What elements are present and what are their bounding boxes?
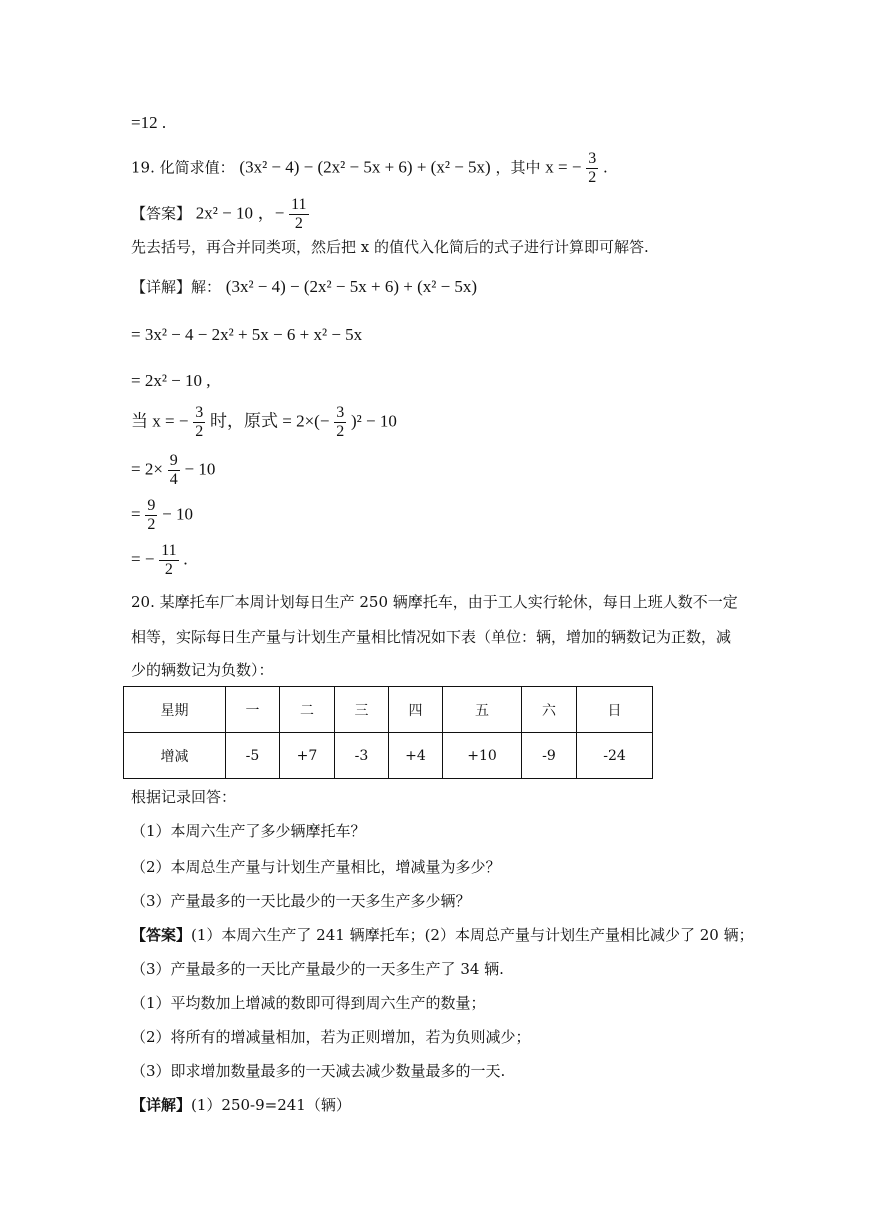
fraction-denominator: 2 [294, 215, 303, 232]
fraction-numerator: 11 [291, 196, 307, 213]
table-cell: +7 [280, 733, 335, 779]
table-row [124, 733, 653, 779]
table-cell: 三 [335, 687, 389, 733]
math-expression: 2x² − 10 [195, 203, 253, 223]
sub-question: （1）本周六生产了多少辆摩托车？ [131, 822, 366, 840]
text-span: 时，原式 = 2×(− [210, 411, 330, 431]
fraction-denominator: 2 [164, 561, 173, 578]
fraction-numerator: 9 [169, 452, 178, 469]
table-cell: -24 [577, 733, 653, 779]
text-span: = − [131, 549, 155, 569]
text-line: 根据记录回答： [131, 788, 237, 806]
text-span: = 2× [131, 459, 163, 479]
text-span: − 10 [162, 504, 193, 524]
fraction [145, 497, 157, 534]
text-span: ，− [257, 203, 285, 223]
fraction [586, 150, 598, 187]
table-cell: +4 [389, 733, 443, 779]
question-20-line: 20. 某摩托车厂本周计划每日生产 250 辆摩托车，由于工人实行轮休，每日上班人数不一定 [131, 593, 738, 611]
answer-line [131, 924, 754, 946]
detail-label: 【详解】解： [131, 278, 222, 296]
table-cell: 二 [280, 687, 335, 733]
fraction-denominator: 2 [195, 423, 204, 440]
fraction [193, 404, 205, 441]
text-span: ，其中 [495, 158, 541, 177]
question-label: 19. 化简求值： [131, 158, 235, 177]
answer-line: （3）产量最多的一天比产量最少的一天多生产了 34 辆. [131, 960, 504, 978]
table-cell: 日 [577, 687, 653, 733]
math-step: = 2x² − 10 , [131, 371, 211, 390]
sub-question: （2）本周总生产量与计划生产量相比，增减量为多少？ [131, 858, 501, 876]
fraction [334, 404, 346, 441]
sub-question: （3）产量最多的一天比最少的一天多生产多少辆？ [131, 892, 471, 910]
analysis-line: （2）将所有的增减量相加，若为正则增加，若为负则减少； [131, 1028, 531, 1046]
fraction [289, 196, 308, 233]
math-step [131, 497, 193, 534]
math-expression: (3x² − 4) − (2x² − 5x + 6) + (x² − 5x) [239, 157, 491, 177]
text-span: . [603, 158, 608, 177]
text-span: − 10 [184, 459, 216, 479]
answer-label: 【答案】 [131, 204, 192, 223]
text-span: = [131, 504, 141, 524]
math-step [131, 542, 188, 579]
analysis-line: （1）平均数加上增减的数即可得到周六生产的数量； [131, 994, 486, 1012]
data-table [123, 686, 653, 779]
table-cell: 六 [522, 687, 577, 733]
text-span: 当 x = − [131, 411, 189, 431]
fraction [159, 542, 178, 579]
table-cell: -5 [226, 733, 280, 779]
fraction-numerator: 9 [147, 497, 156, 514]
fraction-numerator: 3 [336, 404, 345, 421]
math-expression: x = − [545, 157, 582, 177]
method-line: 先去括号，再合并同类项，然后把 x 的值代入化简后的式子进行计算即可解答. [131, 238, 649, 256]
answer-text: (1）本周六生产了 241 辆摩托车；(2）本周总产量与计划生产量相比减少了 20 辆； [191, 926, 754, 944]
table-cell: 四 [389, 687, 443, 733]
question-19 [131, 150, 608, 187]
table-header-row [124, 687, 653, 733]
detail-line [131, 276, 477, 298]
question-20-line: 少的辆数记为负数）： [131, 661, 274, 679]
text-line: =12 . [131, 113, 167, 132]
answer-label: 【答案】 [131, 926, 192, 944]
text-span: . [183, 549, 188, 569]
math-step [131, 452, 215, 489]
math-expression: (3x² − 4) − (2x² − 5x + 6) + (x² − 5x) [225, 277, 478, 296]
math-step [131, 404, 397, 441]
table-cell: 增减 [124, 733, 226, 779]
math-step: = 3x² − 4 − 2x² + 5x − 6 + x² − 5x [131, 325, 363, 344]
detail-line [131, 1094, 351, 1116]
table-cell: 星期 [124, 687, 226, 733]
fraction-denominator: 4 [169, 471, 178, 488]
analysis-line: （3）即求增加数量最多的一天减去减少数量最多的一天. [131, 1062, 506, 1080]
table-cell: -3 [335, 733, 389, 779]
fraction-denominator: 2 [336, 423, 345, 440]
table-cell: -9 [522, 733, 577, 779]
fraction [168, 452, 180, 489]
detail-label: 【详解】 [131, 1096, 192, 1114]
fraction-numerator: 11 [161, 542, 177, 559]
fraction-denominator: 2 [147, 516, 156, 533]
answer-line [131, 196, 309, 233]
detail-text: (1）250-9=241（辆） [191, 1096, 351, 1114]
fraction-denominator: 2 [588, 169, 597, 186]
fraction-numerator: 3 [588, 150, 597, 167]
fraction-numerator: 3 [195, 404, 204, 421]
table-cell: 五 [443, 687, 522, 733]
question-20-line: 相等，实际每日生产量与计划生产量相比情况如下表（单位：辆，增加的辆数记为正数，减 [131, 628, 732, 646]
table-cell: 一 [226, 687, 280, 733]
text-span: )² − 10 [351, 411, 397, 431]
table-cell: +10 [443, 733, 522, 779]
